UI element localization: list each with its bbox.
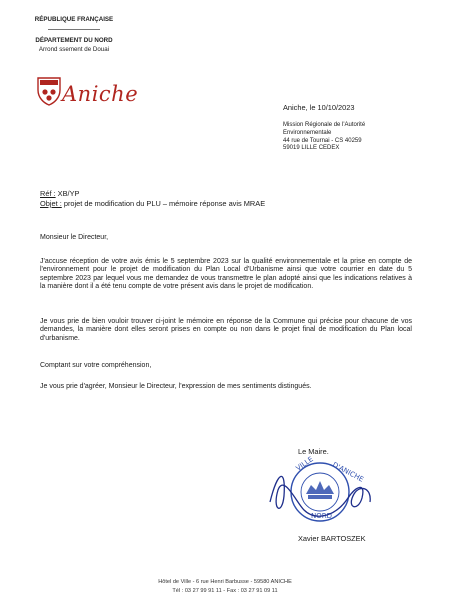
- svg-text:NORD: NORD: [311, 512, 332, 520]
- logo-wordmark: Aniche: [62, 82, 139, 106]
- paragraph-acknowledgement: J'accuse réception de votre avis émis le 5 septembre 2023 sur la qualité environnementale et la prise en compte de l'environnement pour le projet de modification du Plan Local d'Urbanisme ainsi que votre courrier en date du 5 septembre 2023 par lequel vous me demandez de vous transmettre le plan adopté ainsi que les indications relatives à la manière dont il a été tenu compte de votre présent avis dans le projet de modification.: [40, 258, 412, 290]
- header-divider: [48, 29, 100, 30]
- closing-understanding: Comptant sur votre compréhension,: [40, 362, 152, 369]
- signatory-name: Xavier BARTOSZEK: [298, 534, 366, 543]
- republic-label: RÉPUBLIQUE FRANÇAISE: [34, 16, 114, 23]
- department-label: DÉPARTEMENT DU NORD: [35, 37, 113, 44]
- salutation: Monsieur le Directeur,: [40, 234, 109, 241]
- recipient-line: Mission Régionale de l'Autorité: [283, 122, 366, 128]
- svg-text:D'ANICHE: D'ANICHE: [331, 460, 365, 484]
- arrondissement-label: Arrond ssement de Douai: [38, 46, 110, 53]
- aniche-logo: [36, 74, 139, 114]
- closing-regards: Je vous prie d'agréer, Monsieur le Directeur, l'expression de mes sentiments distingués.: [40, 383, 312, 390]
- signatory-role: Le Maire.: [298, 447, 329, 456]
- footer-address: Hôtel de Ville - 6 rue Henri Barbusse - 59580 ANICHE: [158, 579, 292, 585]
- recipient-line: 44 rue de Tournai - CS 40259: [283, 137, 362, 144]
- recipient-line: Environnementale: [283, 129, 332, 136]
- paragraph-memoire: Je vous prie de bien vouloir trouver ci-joint le mémoire en réponse de la Commune qui précise pour chacune de vos demandes, la manière dont elles seront prises en compte ou non dans le projet final de modification du Plan local d'urbanisme.: [40, 318, 412, 342]
- official-stamp-and-signature: [266, 452, 376, 534]
- recipient-line: 59019 LILLE CEDEX: [283, 145, 340, 152]
- recipient-address: [283, 122, 423, 153]
- letter-date: Aniche, le 10/10/2023: [283, 103, 355, 112]
- footer-phone: Tél : 03 27 99 91 11 - Fax : 03 27 91 09 11: [172, 588, 278, 594]
- ref-label: Réf :: [40, 189, 56, 198]
- reference-block: [40, 189, 265, 209]
- ref-value: XB/YP: [55, 189, 80, 198]
- coat-of-arms-icon: [36, 76, 62, 106]
- object-label: Objet :: [40, 199, 62, 208]
- svg-text:VILLE: VILLE: [294, 455, 315, 473]
- object-value: projet de modification du PLU – mémoire réponse avis MRAE: [61, 199, 266, 208]
